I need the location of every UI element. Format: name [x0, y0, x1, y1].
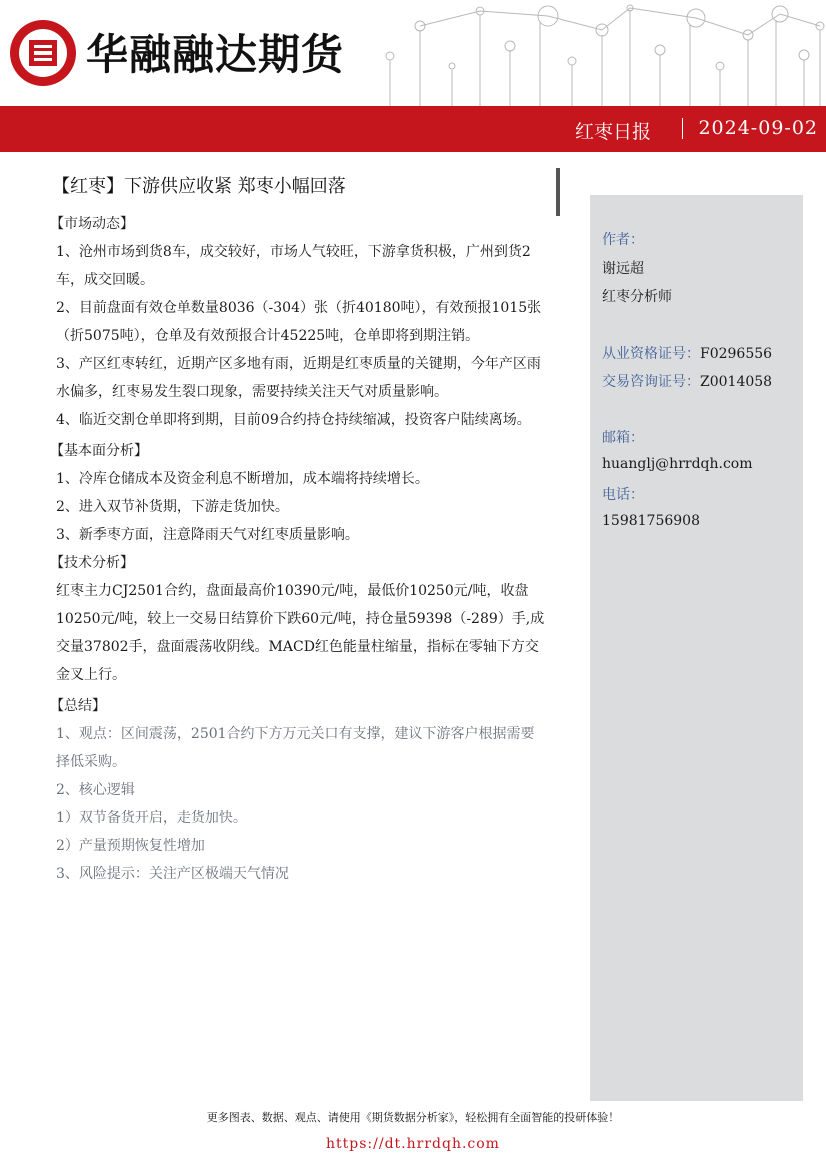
license-label: 从业资格证号：: [602, 346, 700, 362]
footer-url-link[interactable]: https://dt.hrrdqh.com: [326, 1136, 500, 1152]
author-sidebar: [590, 195, 803, 1101]
fundamental-paragraph: 1、冷库仓储成本及资金利息不断增加，成本端将持续增长。: [56, 471, 429, 487]
fundamental-paragraph: 3、新季枣方面，注意降雨天气对红枣质量影响。: [56, 527, 359, 543]
report-type: 红枣日报: [574, 121, 651, 143]
advisory-number: Z0014058: [700, 374, 773, 390]
section-heading-market: 【市场动态】: [50, 216, 134, 232]
company-logo-icon: [8, 18, 78, 88]
market-paragraph: 3、产区红枣转红，近期产区多地有雨，近期是红枣质量的关键期，今年产区雨水偏多，红枣易发生裂口现象，需要持续关注天气对质量影响。: [56, 356, 541, 400]
fundamental-paragraph: 2、进入双节补货期，下游走货加快。: [56, 499, 289, 515]
page-header: [0, 0, 826, 106]
decorative-network-graphic: [380, 0, 826, 106]
author-label: 作者：: [602, 232, 644, 248]
article-body: [50, 172, 546, 888]
footer-promo: 更多图表、数据、观点、请使用《期货数据分析家》，轻松拥有全面智能的投研体验！: [206, 1111, 620, 1124]
author-role: 红枣分析师: [602, 289, 672, 305]
email-address[interactable]: huanglj@hrrdqh.com: [602, 456, 753, 472]
section-heading-fundamental: 【基本面分析】: [50, 443, 148, 459]
summary-paragraph: 2、核心逻辑: [56, 782, 135, 798]
banner-divider: [682, 118, 683, 139]
advisory-label: 交易咨询证号：: [602, 374, 700, 390]
scroll-marker: [556, 168, 560, 216]
email-label: 邮箱：: [602, 430, 644, 446]
section-heading-summary: 【总结】: [50, 698, 106, 714]
brand-name: 华融融达期货: [86, 30, 345, 79]
summary-paragraph: 1、观点：区间震荡，2501合约下方万元关口有支撑，建议下游客户根据需要择低采购。: [56, 726, 535, 770]
phone-label: 电话：: [602, 487, 644, 503]
article-title: 【红枣】下游供应收紧 郑枣小幅回落: [52, 176, 346, 197]
summary-paragraph: 2）产量预期恢复性增加: [56, 838, 205, 854]
summary-paragraph: 3、风险提示：关注产区极端天气情况: [56, 866, 289, 882]
technical-paragraph: 红枣主力CJ2501合约，盘面最高价10390元/吨，最低价10250元/吨，收盘10250元/吨，较上一交易日结算价下跌60元/吨，持仓量59398（-289）手,成交量37802手，盘面震荡收阴线。MACD红色能量柱缩量，指标在零轴下方交金叉上行。: [56, 583, 545, 683]
license-number: F0296556: [700, 346, 773, 362]
phone-number: 15981756908: [602, 513, 700, 529]
section-heading-technical: 【技术分析】: [50, 555, 134, 571]
market-paragraph: 2、目前盘面有效仓单数量8036（-304）张（折40180吨），有效预报1015张（折5075吨），仓单及有效预报合计45225吨，仓单即将到期注销。: [56, 300, 542, 344]
author-name: 谢远超: [602, 261, 644, 277]
summary-paragraph: 1）双节备货开启，走货加快。: [56, 810, 247, 826]
report-date: 2024-09-02: [698, 117, 818, 139]
report-banner: [0, 106, 826, 152]
market-paragraph: 1、沧州市场到货8车，成交较好，市场人气较旺，下游拿货积极，广州到货2车，成交回暖。: [56, 244, 531, 288]
market-paragraph: 4、临近交割仓单即将到期，目前09合约持仓持续缩减，投资客户陆续离场。: [56, 412, 531, 428]
